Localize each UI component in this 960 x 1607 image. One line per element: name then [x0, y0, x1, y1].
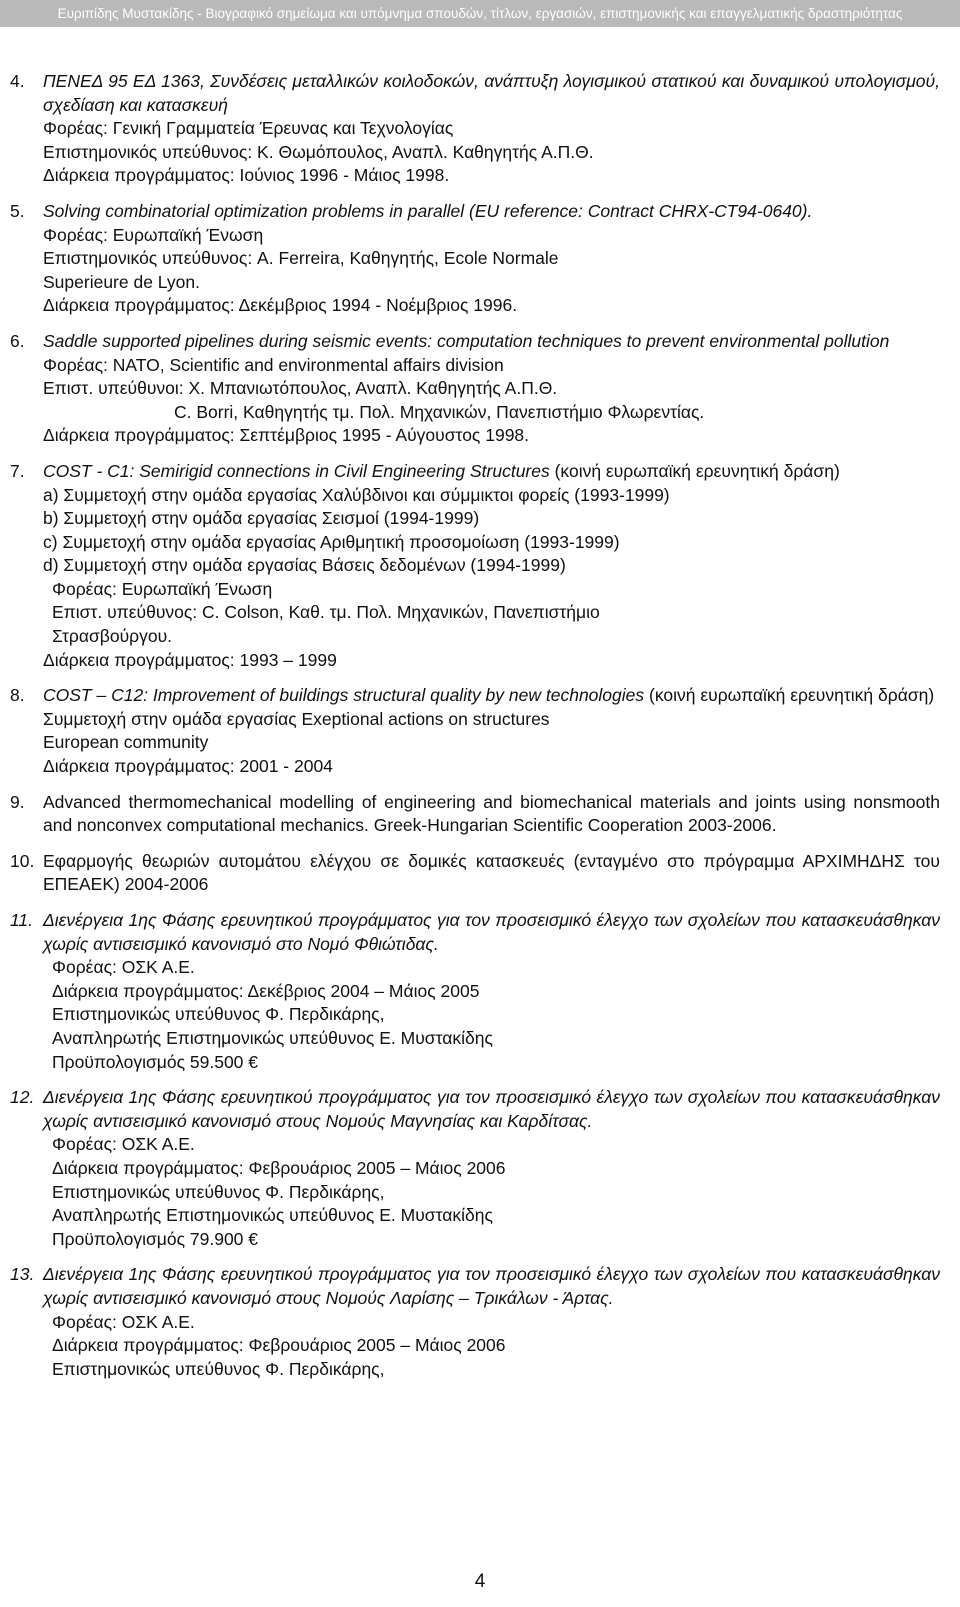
item-funder: Φορέας: NATO, Scientific and environmental affairs division: [43, 354, 504, 375]
list-item: [10, 791, 940, 838]
item-budget: Προϋπολογισμός 79.900 €: [52, 1228, 259, 1249]
list-item: [10, 200, 940, 318]
workgroup: Συμμετοχή στην ομάδα εργασίας Exeptional actions on structures: [43, 708, 550, 729]
item-number: 12.: [10, 1087, 35, 1108]
item-title: Advanced thermomechanical modelling of engineering and biomechanical materials and joints using nonsmooth and nonconvex computational mechanics. Greek-Hungarian Scientific Cooperation 2003-2006.: [43, 791, 940, 836]
item-deputy-supervisor: Αναπληρωτής Επιστημονικώς υπεύθυνος Ε. Μυστακίδης: [52, 1205, 493, 1226]
item-number: 9.: [10, 791, 25, 812]
document-body: [10, 70, 940, 1393]
item-title: Εφαρμογής θεωριών αυτομάτου ελέγχου σε δομικές κατασκευές (ενταγμένο στο πρόγραμμα ΑΡΧΙΜΗΔΗΣ του ΕΠΕΑΕΚ) 2004-2006: [43, 850, 940, 895]
list-item: [10, 909, 940, 1074]
workgroup-a: a) Συμμετοχή στην ομάδα εργασίας Χαλύβδινοι και σύμμικτοι φορείς (1993-1999): [43, 484, 670, 505]
item-supervisor: Επιστ. υπεύθυνοι: Χ. Μπανιωτόπουλος, Αναπλ. Καθηγητής Α.Π.Θ.: [43, 378, 558, 399]
item-title-note: (κοινή ευρωπαϊκή ερευνητική δράση): [644, 685, 935, 706]
item-funder: Φορέας: Ευρωπαϊκή Ένωση: [52, 578, 273, 599]
item-title: Saddle supported pipelines during seismic events: computation techniques to prevent environmental pollution: [43, 330, 890, 351]
item-funder: European community: [43, 732, 209, 753]
workgroup-d: d) Συμμετοχή στην ομάδα εργασίας Βάσεις δεδομένων (1994-1999): [43, 555, 566, 576]
item-supervisor-second: C. Borri, Καθηγητής τμ. Πολ. Μηχανικών, Πανεπιστήμιο Φλωρεντίας.: [174, 401, 705, 422]
item-number: 7.: [10, 460, 25, 481]
item-title: Διενέργεια 1ης Φάσης ερευνητικού προγράμματος για τον προσεισμικό έλεγχο των σχολείων που κατασκευάσθηκαν χωρίς αντισεισμικό κανονισμό στο Νομό Φθιώτιδας.: [43, 910, 940, 954]
list-item: [10, 1263, 940, 1381]
item-title: Διενέργεια 1ης Φάσης ερευνητικού προγράμματος για τον προσεισμικό έλεγχο των σχολείων που κατασκευάσθηκαν χωρίς αντισεισμικό κανονισμό στους Νομούς Λαρίσης – Τρικάλων - Άρτας.: [43, 1264, 940, 1308]
item-duration: Διάρκεια προγράμματος: Ιούνιος 1996 - Μάιος 1998.: [43, 165, 450, 186]
item-duration: Διάρκεια προγράμματος: Φεβρουάριος 2005 – Μάιος 2006: [52, 1335, 506, 1356]
page-header: Ευριπίδης Μυστακίδης - Βιογραφικό σημείωμα και υπόμνημα σπουδών, τίτλων, εργασιών, επιστημονικής και επαγγελματικής δραστηριότητας: [0, 0, 960, 27]
item-title: [43, 460, 940, 484]
item-title: Διενέργεια 1ης Φάσης ερευνητικού προγράμματος για τον προσεισμικό έλεγχο των σχολείων που κατασκευάσθηκαν χωρίς αντισεισμικό κανονισμό στους Νομούς Μαγνησίας και Καρδίτσας.: [43, 1087, 940, 1131]
item-number: 6.: [10, 330, 25, 351]
list-item: [10, 684, 940, 778]
item-duration: Διάρκεια προγράμματος: 1993 – 1999: [43, 649, 337, 670]
item-supervisor-affiliation: Superieure de Lyon.: [43, 271, 200, 292]
item-number: 4.: [10, 71, 25, 91]
item-duration: Διάρκεια προγράμματος: Σεπτέμβριος 1995 - Αύγουστος 1998.: [43, 425, 530, 446]
list-item: [10, 1086, 940, 1251]
item-title-italic: COST - C1: Semirigid connections in Civil Engineering Structures: [43, 460, 550, 481]
item-title: Solving combinatorial optimization problems in parallel (EU reference: Contract CHRX-CT94-0640).: [43, 200, 813, 221]
item-funder: Φορέας: ΟΣΚ Α.Ε.: [52, 1311, 195, 1332]
list-item: [10, 330, 940, 448]
item-funder: Φορέας: Γενική Γραμματεία Έρευνας και Τεχνολογίας: [43, 118, 454, 139]
item-number: 8.: [10, 685, 25, 706]
item-supervisor: Επιστ. υπεύθυνος: C. Colson, Καθ. τμ. Πολ. Μηχανικών, Πανεπιστήμιο: [52, 602, 600, 623]
workgroup-c: c) Συμμετοχή στην ομάδα εργασίας Αριθμητική προσομοίωση (1993-1999): [43, 531, 620, 552]
item-number: 11.: [10, 910, 34, 930]
item-duration: Διάρκεια προγράμματος: Φεβρουάριος 2005 – Μάιος 2006: [52, 1157, 506, 1178]
workgroup-b: b) Συμμετοχή στην ομάδα εργασίας Σεισμοί (1994-1999): [43, 508, 480, 529]
item-supervisor: Επιστημονικός υπεύθυνος: A. Ferreira, Καθηγητής, Ecole Normale: [43, 248, 559, 269]
list-item: [10, 850, 940, 897]
item-duration: Διάρκεια προγράμματος: 2001 - 2004: [43, 756, 333, 777]
item-duration: Διάρκεια προγράμματος: Δεκέβριος 2004 – Μάιος 2005: [52, 980, 480, 1001]
item-budget: Προϋπολογισμός 59.500 €: [52, 1051, 259, 1072]
item-number: 10.: [10, 850, 35, 871]
item-funder: Φορέας: ΟΣΚ Α.Ε.: [52, 1134, 195, 1155]
item-title-note: (κοινή ευρωπαϊκή ερευνητική δράση): [549, 460, 840, 481]
item-funder: Φορέας: Ευρωπαϊκή Ένωση: [43, 224, 264, 245]
page-number: 4: [474, 1571, 486, 1592]
item-supervisor-affiliation: Στρασβούργου.: [52, 626, 173, 647]
item-supervisor: Επιστημονικώς υπεύθυνος Φ. Περδικάρης,: [52, 1181, 385, 1202]
item-supervisor: Επιστημονικώς υπεύθυνος Φ. Περδικάρης,: [52, 1358, 385, 1379]
item-number: 13.: [10, 1264, 35, 1285]
item-duration: Διάρκεια προγράμματος: Δεκέμβριος 1994 - Νοέμβριος 1996.: [43, 295, 518, 316]
item-number: 5.: [10, 200, 25, 221]
item-supervisor: Επιστημονικός υπεύθυνος: Κ. Θωμόπουλος, Αναπλ. Καθηγητής Α.Π.Θ.: [43, 141, 594, 162]
list-item: [10, 70, 940, 188]
item-title: [43, 684, 940, 708]
item-supervisor: Επιστημονικώς υπεύθυνος Φ. Περδικάρης,: [52, 1004, 385, 1025]
list-item: [10, 460, 940, 672]
item-title-italic: COST – C12: Improvement of buildings structural quality by new technologies: [43, 685, 645, 706]
item-deputy-supervisor: Αναπληρωτής Επιστημονικώς υπεύθυνος Ε. Μυστακίδης: [52, 1027, 493, 1048]
item-funder: Φορέας: ΟΣΚ Α.Ε.: [52, 957, 195, 978]
item-title: ΠΕΝΕΔ 95 ΕΔ 1363, Συνδέσεις μεταλλικών κοιλοδοκών, ανάπτυξη λογισμικού στατικού και δυναμικού υπολογισμού, σχεδίαση και κατασκευή: [43, 71, 940, 115]
